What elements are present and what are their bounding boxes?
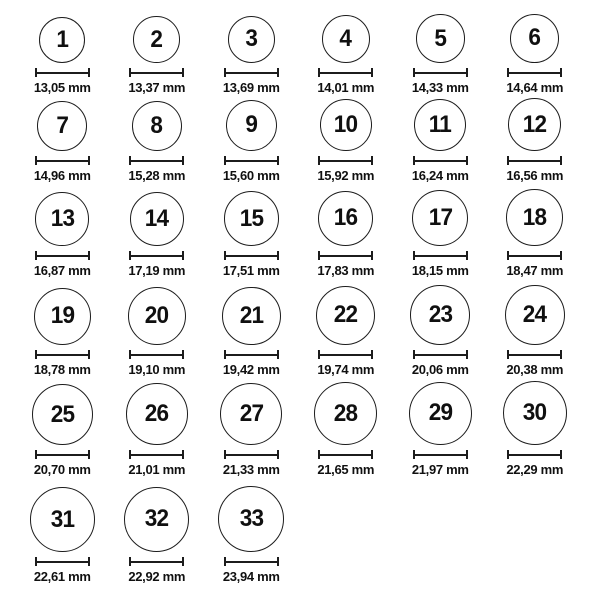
diameter-label: 17,51 mm	[222, 263, 280, 278]
ring-size-number: 6	[528, 24, 541, 52]
ring-size-number: 21	[239, 301, 264, 329]
ruler-line	[131, 255, 182, 257]
ring-circle	[32, 384, 93, 445]
ring-circle	[318, 191, 373, 246]
ring-size-number: 31	[50, 505, 75, 533]
ruler-line	[37, 72, 88, 74]
ring-cell	[204, 95, 299, 183]
ring-cell	[15, 278, 110, 377]
ring-size-number: 20	[144, 302, 169, 330]
ring-cell	[110, 2, 205, 95]
ring-cell	[488, 377, 583, 477]
diameter-ruler	[224, 350, 279, 359]
diameter-ruler	[224, 251, 279, 260]
ruler-line	[320, 354, 371, 356]
ring-cell	[204, 278, 299, 377]
diameter-label: 13,37 mm	[128, 80, 186, 95]
diameter-label: 23,94 mm	[222, 569, 280, 584]
diameter-label: 14,64 mm	[506, 80, 564, 95]
diameter-ruler	[507, 68, 562, 77]
diameter-ruler	[35, 156, 90, 165]
ruler-line	[226, 454, 277, 456]
diameter-ruler	[318, 68, 373, 77]
ruler-line	[226, 354, 277, 356]
diameter-ruler	[35, 557, 90, 566]
ruler-line	[226, 255, 277, 257]
diameter-label: 14,33 mm	[411, 80, 469, 95]
ring-size-number: 10	[333, 111, 358, 139]
ring-size-number: 28	[333, 399, 358, 427]
ring-size-number: 30	[522, 398, 547, 426]
ruler-line	[37, 255, 88, 257]
ring-circle	[124, 487, 189, 552]
ring-cell	[488, 278, 583, 377]
ring-circle	[128, 287, 186, 345]
ring-circle	[133, 16, 180, 63]
ruler-line	[226, 72, 277, 74]
ruler-line	[415, 160, 466, 162]
diameter-label: 17,19 mm	[128, 263, 186, 278]
ring-circle	[410, 285, 470, 345]
ring-size-number: 32	[144, 505, 169, 533]
diameter-ruler	[35, 350, 90, 359]
ring-cell	[15, 477, 110, 584]
ring-size-number: 23	[428, 301, 453, 329]
ring-size-number: 3	[245, 25, 258, 53]
ring-size-number: 25	[50, 400, 75, 428]
ruler-line	[131, 354, 182, 356]
diameter-ruler	[507, 450, 562, 459]
diameter-ruler	[224, 450, 279, 459]
diameter-ruler	[507, 350, 562, 359]
diameter-label: 13,69 mm	[222, 80, 280, 95]
ring-circle	[505, 285, 565, 345]
diameter-ruler	[413, 251, 468, 260]
ring-cell	[299, 2, 394, 95]
diameter-label: 21,33 mm	[222, 462, 280, 477]
diameter-label: 19,10 mm	[128, 362, 186, 377]
ring-circle	[126, 383, 188, 445]
ring-cell	[299, 183, 394, 278]
ring-cell	[204, 477, 299, 584]
diameter-label: 14,01 mm	[317, 80, 375, 95]
ring-size-number: 4	[339, 25, 352, 52]
ruler-line	[509, 454, 560, 456]
diameter-label: 19,74 mm	[317, 362, 375, 377]
ring-size-number: 29	[428, 399, 453, 427]
ring-cell	[204, 377, 299, 477]
ring-size-number: 17	[428, 204, 453, 231]
ring-size-number: 9	[245, 111, 258, 139]
diameter-label: 19,42 mm	[222, 362, 280, 377]
diameter-ruler	[507, 156, 562, 165]
ring-circle	[506, 189, 563, 246]
ring-cell	[15, 183, 110, 278]
diameter-label: 16,24 mm	[411, 168, 469, 183]
ruler-line	[415, 354, 466, 356]
ring-circle	[409, 382, 473, 446]
ring-cell	[488, 95, 583, 183]
ruler-line	[37, 160, 88, 162]
diameter-label: 22,92 mm	[128, 569, 186, 584]
ruler-line	[509, 255, 560, 257]
diameter-label: 18,78 mm	[33, 362, 91, 377]
ruler-line	[226, 160, 277, 162]
ring-size-number: 8	[150, 111, 163, 139]
diameter-label: 20,70 mm	[33, 462, 91, 477]
ruler-line	[131, 160, 182, 162]
ring-cell	[110, 183, 205, 278]
ring-circle	[35, 192, 89, 246]
ring-circle	[322, 15, 370, 63]
ring-size-number: 19	[50, 302, 75, 330]
ring-size-number: 7	[56, 112, 69, 140]
diameter-label: 13,05 mm	[33, 80, 91, 95]
ring-circle	[34, 288, 91, 345]
ring-size-number: 26	[144, 400, 169, 428]
diameter-ruler	[507, 251, 562, 260]
diameter-label: 14,96 mm	[33, 168, 91, 183]
diameter-label: 18,15 mm	[411, 263, 469, 278]
diameter-ruler	[413, 350, 468, 359]
diameter-label: 20,38 mm	[506, 362, 564, 377]
ring-circle	[510, 14, 559, 63]
diameter-label: 21,01 mm	[128, 462, 186, 477]
diameter-label: 21,65 mm	[317, 462, 375, 477]
ring-size-number: 12	[522, 110, 547, 138]
diameter-ruler	[318, 350, 373, 359]
ring-cell	[204, 2, 299, 95]
ring-size-number: 1	[56, 25, 69, 53]
ring-size-number: 13	[50, 205, 75, 233]
ring-circle	[220, 383, 282, 445]
ring-circle	[222, 287, 281, 346]
diameter-label: 22,29 mm	[506, 462, 564, 477]
ring-cell	[15, 2, 110, 95]
diameter-ruler	[129, 350, 184, 359]
ruler-line	[37, 561, 88, 563]
ruler-line	[37, 354, 88, 356]
ruler-line	[415, 72, 466, 74]
ring-size-number: 27	[239, 399, 264, 427]
ruler-line	[415, 454, 466, 456]
ring-cell	[110, 95, 205, 183]
diameter-label: 18,47 mm	[506, 263, 564, 278]
ring-size-number: 15	[239, 204, 264, 232]
diameter-ruler	[224, 68, 279, 77]
ruler-line	[509, 72, 560, 74]
ruler-line	[226, 561, 277, 563]
ring-cell	[393, 278, 488, 377]
diameter-label: 20,06 mm	[411, 362, 469, 377]
ring-cell	[393, 2, 488, 95]
ring-size-number: 24	[522, 300, 547, 328]
ring-cell	[393, 377, 488, 477]
diameter-ruler	[224, 557, 279, 566]
ruler-line	[320, 160, 371, 162]
diameter-ruler	[129, 68, 184, 77]
ring-cell	[110, 377, 205, 477]
ruler-line	[131, 72, 182, 74]
ring-cell	[204, 183, 299, 278]
diameter-ruler	[224, 156, 279, 165]
ring-circle	[416, 14, 465, 63]
diameter-ruler	[318, 156, 373, 165]
ring-circle	[414, 99, 466, 151]
ring-cell	[488, 2, 583, 95]
ring-size-number: 18	[522, 203, 547, 231]
diameter-label: 16,56 mm	[506, 168, 564, 183]
ring-circle	[503, 381, 567, 445]
diameter-ruler	[35, 68, 90, 77]
diameter-label: 16,87 mm	[33, 263, 91, 278]
ruler-line	[509, 354, 560, 356]
ring-circle	[218, 486, 284, 552]
ring-cell	[393, 95, 488, 183]
ring-size-number: 11	[429, 110, 452, 138]
ring-circle	[508, 98, 561, 151]
ruler-line	[415, 255, 466, 257]
ring-circle	[39, 17, 85, 63]
ring-circle	[132, 101, 183, 152]
ring-size-number: 33	[239, 505, 264, 532]
diameter-ruler	[413, 68, 468, 77]
ring-cell	[299, 278, 394, 377]
diameter-ruler	[129, 450, 184, 459]
diameter-label: 22,61 mm	[33, 569, 91, 584]
ring-size-number: 2	[150, 25, 163, 53]
diameter-ruler	[129, 557, 184, 566]
ring-circle	[30, 487, 95, 552]
ring-circle	[224, 191, 279, 246]
diameter-label: 15,92 mm	[317, 168, 375, 183]
diameter-label: 17,83 mm	[317, 263, 375, 278]
ring-circle	[228, 16, 275, 63]
ruler-line	[509, 160, 560, 162]
ring-cell	[15, 377, 110, 477]
ring-cell	[393, 183, 488, 278]
ruler-line	[320, 72, 371, 74]
ruler-line	[131, 561, 182, 563]
ring-cell	[488, 183, 583, 278]
diameter-ruler	[318, 251, 373, 260]
ring-circle	[314, 382, 377, 445]
ring-cell	[110, 477, 205, 584]
diameter-ruler	[129, 251, 184, 260]
ruler-line	[320, 454, 371, 456]
ring-circle	[130, 192, 184, 246]
diameter-ruler	[318, 450, 373, 459]
diameter-ruler	[413, 156, 468, 165]
ruler-line	[37, 454, 88, 456]
diameter-label: 21,97 mm	[411, 462, 469, 477]
ring-cell	[110, 278, 205, 377]
diameter-label: 15,60 mm	[222, 168, 280, 183]
diameter-ruler	[35, 251, 90, 260]
ring-circle	[412, 190, 468, 246]
ring-size-number: 14	[144, 204, 169, 232]
ruler-line	[320, 255, 371, 257]
ring-cell	[299, 377, 394, 477]
ring-circle	[316, 286, 375, 345]
diameter-ruler	[413, 450, 468, 459]
ring-circle	[37, 101, 87, 151]
diameter-label: 15,28 mm	[128, 168, 186, 183]
ring-size-number: 22	[333, 301, 358, 329]
ring-size-number: 5	[434, 24, 447, 52]
ring-cell	[299, 95, 394, 183]
diameter-ruler	[129, 156, 184, 165]
ring-size-number: 16	[333, 204, 358, 232]
ring-circle	[320, 99, 372, 151]
ruler-line	[131, 454, 182, 456]
ring-circle	[226, 100, 277, 151]
diameter-ruler	[35, 450, 90, 459]
ring-cell	[15, 95, 110, 183]
